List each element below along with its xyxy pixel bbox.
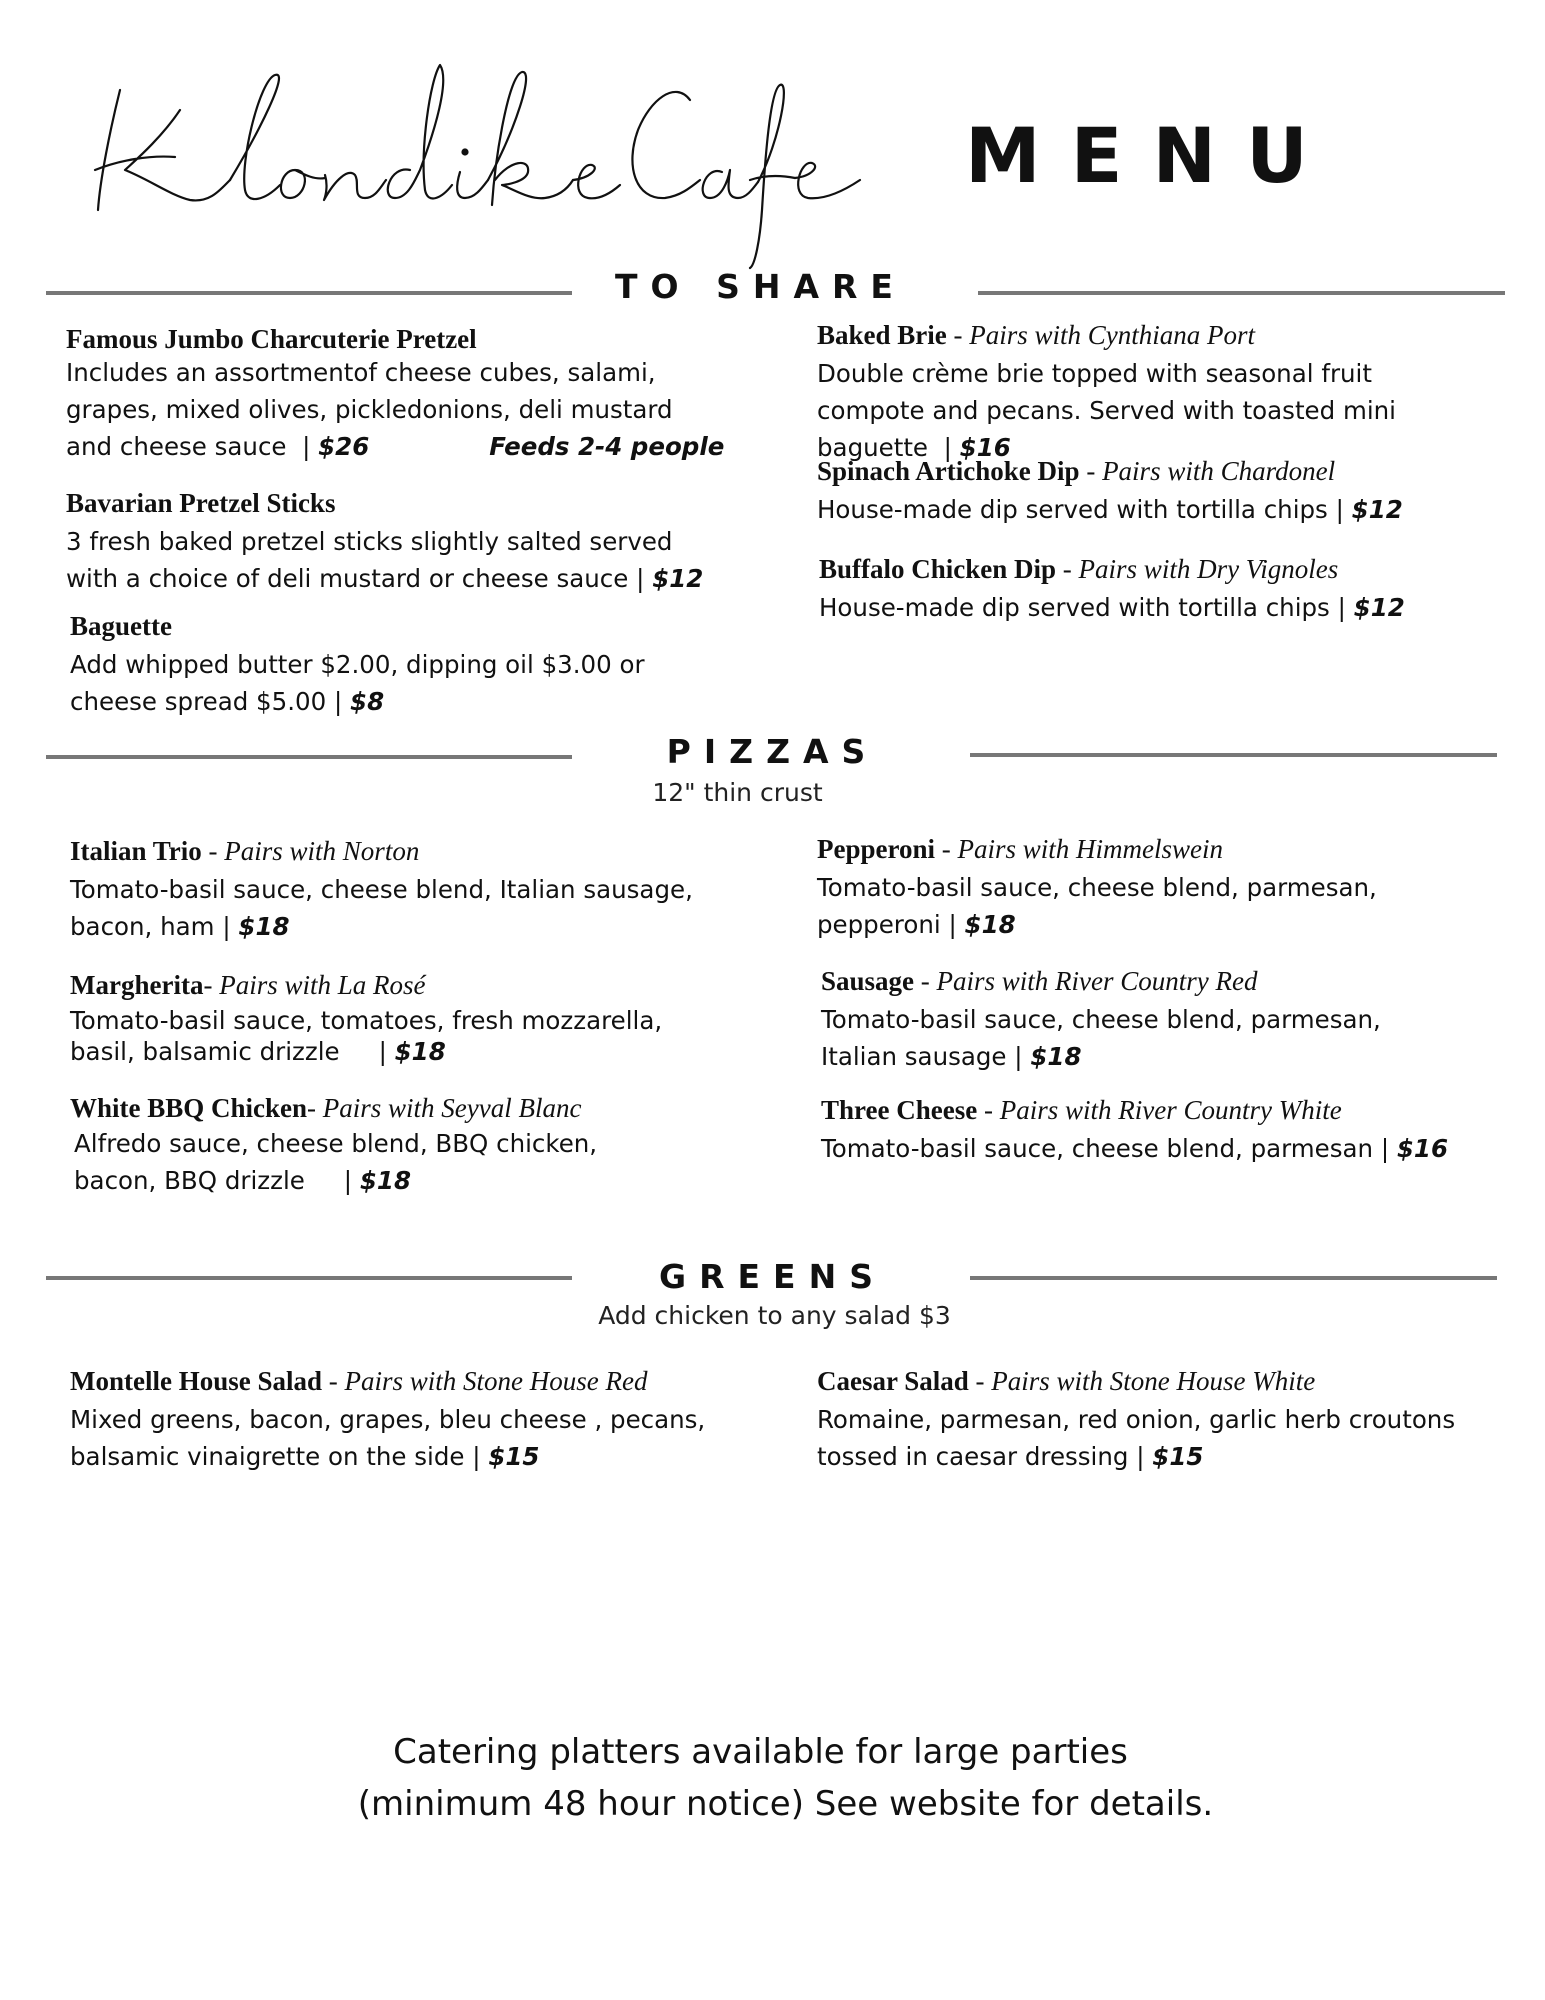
item-pairing: Pairs with River Country Red <box>936 966 1258 996</box>
klondike-cafe-logo <box>90 40 870 270</box>
item-name: Bavarian Pretzel Sticks <box>66 488 336 518</box>
item-description: Tomato-basil sauce, cheese blend, parmesan <box>821 1134 1374 1163</box>
item-description: Mixed greens, bacon, grapes, bleu cheese , pecans, balsamic vinaigrette on the side <box>70 1405 706 1471</box>
item-name: Margherita <box>70 970 204 1000</box>
item-name: Sausage <box>821 966 915 996</box>
item-pairing: Pairs with Cynthiana Port <box>969 320 1256 350</box>
item-description: House-made dip served with tortilla chips <box>819 593 1330 622</box>
menu-item: Pepperoni - Pairs with Himmelswein Tomato-basil sauce, cheese blend, parmesan, pepperoni | $18 <box>817 834 1377 939</box>
section-subtitle-pizzas: 12" thin crust <box>652 778 823 807</box>
item-description: 3 fresh baked pretzel sticks slightly salted served with a choice of deli mustard or cheese sauce <box>66 527 673 593</box>
item-name: Three Cheese <box>821 1095 978 1125</box>
item-pairing: Pairs with La Rosé <box>219 970 426 1000</box>
menu-item: Famous Jumbo Charcuterie Pretzel Includes an assortmentof cheese cubes, salami, grapes, mixed olives, pickledonions, deli mustard and cheese sauce | $26 Feeds 2-4 people <box>66 324 725 461</box>
item-name: Baked Brie <box>817 320 947 350</box>
item-description: House-made dip served with tortilla chips <box>817 495 1328 524</box>
item-name: Caesar Salad <box>817 1366 969 1396</box>
item-note: Feeds 2-4 people <box>489 432 725 461</box>
item-price: $12 <box>652 564 704 593</box>
item-name: Spinach Artichoke Dip <box>817 456 1080 486</box>
item-price: $18 <box>359 1166 411 1195</box>
item-description: Tomato-basil sauce, cheese blend, parmesan, Italian sausage <box>821 1005 1381 1071</box>
item-name: Baguette <box>70 611 172 641</box>
item-price: $16 <box>1396 1134 1449 1163</box>
section-title-pizzas: PIZZAS <box>666 732 879 771</box>
item-price: $26 <box>318 432 370 461</box>
item-name: Famous Jumbo Charcuterie Pretzel <box>66 324 477 354</box>
item-description: Tomato-basil sauce, cheese blend, parmesan, pepperoni <box>817 873 1377 939</box>
item-price: $16 <box>959 433 1011 462</box>
menu-item: Montelle House Salad - Pairs with Stone House Red Mixed greens, bacon, grapes, bleu cheese , pecans, balsamic vinaigrette on the side | $15 <box>70 1366 706 1471</box>
item-pairing: Pairs with Dry Vignoles <box>1078 554 1339 584</box>
item-description: Tomato-basil sauce, cheese blend, Italian sausage, bacon, ham <box>70 875 693 941</box>
menu-item: Spinach Artichoke Dip - Pairs with Chardonel House-made dip served with tortilla chips | $12 <box>817 456 1403 524</box>
item-pairing: Pairs with Chardonel <box>1102 456 1336 486</box>
item-price: $18 <box>394 1037 446 1066</box>
menu-title: MENU <box>965 111 1338 200</box>
item-price: $18 <box>964 910 1016 939</box>
item-name: Montelle House Salad <box>70 1366 323 1396</box>
item-description: Romaine, parmesan, red onion, garlic herb croutons tossed in caesar dressing <box>817 1405 1456 1471</box>
item-pairing: Pairs with Norton <box>224 836 420 866</box>
catering-line-2: (minimum 48 hour notice) See website for details. <box>357 1784 1214 1824</box>
catering-line-1: Catering platters available for large parties <box>393 1732 1128 1772</box>
item-name: Italian Trio <box>70 836 202 866</box>
item-pairing: Pairs with River Country White <box>999 1095 1342 1125</box>
item-price: $15 <box>488 1442 540 1471</box>
menu-item: Three Cheese - Pairs with River Country White Tomato-basil sauce, cheese blend, parmesan | $16 <box>821 1095 1449 1163</box>
item-price: $8 <box>350 687 385 716</box>
menu-item: Sausage - Pairs with River Country Red Tomato-basil sauce, cheese blend, parmesan, Italian sausage | $18 <box>821 966 1381 1071</box>
item-description: Alfredo sauce, cheese blend, BBQ chicken, bacon, BBQ drizzle <box>74 1129 598 1195</box>
item-name: Pepperoni <box>817 834 936 864</box>
item-description: Add whipped butter $2.00, dipping oil $3.00 or cheese spread $5.00 <box>70 650 645 716</box>
catering-note <box>13 1726 1545 1830</box>
menu-item: Baked Brie - Pairs with Cynthiana Port Double crème brie topped with seasonal fruit compote and pecans. Served with toasted mini baguette | $16 <box>817 320 1396 462</box>
item-price: $15 <box>1152 1442 1204 1471</box>
section-title-greens: GREENS <box>659 1257 886 1296</box>
menu-item: Baguette Add whipped butter $2.00, dipping oil $3.00 or cheese spread $5.00 | $8 <box>70 611 645 716</box>
item-pairing: Pairs with Stone House Red <box>344 1366 648 1396</box>
item-name: Buffalo Chicken Dip <box>819 554 1057 584</box>
menu-item: Bavarian Pretzel Sticks 3 fresh baked pretzel sticks slightly salted served with a choice of deli mustard or cheese sauce | $12 <box>66 488 704 593</box>
section-subtitle-greens: Add chicken to any salad $3 <box>598 1301 951 1330</box>
menu-item: Caesar Salad - Pairs with Stone House White Romaine, parmesan, red onion, garlic herb croutons tossed in caesar dressing | $15 <box>817 1366 1456 1471</box>
menu-item: Italian Trio - Pairs with Norton Tomato-basil sauce, cheese blend, Italian sausage, bacon, ham | $18 <box>70 836 693 941</box>
item-description: Includes an assortmentof cheese cubes, salami, grapes, mixed olives, pickledonions, deli mustard and cheese sauce <box>66 358 673 461</box>
item-pairing: Pairs with Himmelswein <box>957 834 1224 864</box>
item-pairing: Pairs with Seyval Blanc <box>322 1093 582 1123</box>
item-price: $12 <box>1353 593 1405 622</box>
item-price: $18 <box>238 912 290 941</box>
item-price: $12 <box>1351 495 1403 524</box>
menu-item: Buffalo Chicken Dip - Pairs with Dry Vignoles House-made dip served with tortilla chips | $12 <box>819 554 1405 622</box>
section-title-share: TO SHARE <box>615 267 906 306</box>
item-description: Tomato-basil sauce, tomatoes, fresh mozzarella, basil, balsamic drizzle <box>70 1006 663 1066</box>
menu-item: Margherita- Pairs with La Rosé Tomato-basil sauce, tomatoes, fresh mozzarella, basil, balsamic drizzle | $18 <box>70 970 663 1066</box>
menu-item: White BBQ Chicken- Pairs with Seyval Blanc Alfredo sauce, cheese blend, BBQ chicken, bacon, BBQ drizzle | $18 <box>70 1093 598 1195</box>
item-pairing: Pairs with Stone House White <box>991 1366 1316 1396</box>
item-price: $18 <box>1030 1042 1082 1071</box>
item-name: White BBQ Chicken <box>70 1093 308 1123</box>
item-description: Double crème brie topped with seasonal fruit compote and pecans. Served with toasted mini baguette <box>817 359 1396 462</box>
